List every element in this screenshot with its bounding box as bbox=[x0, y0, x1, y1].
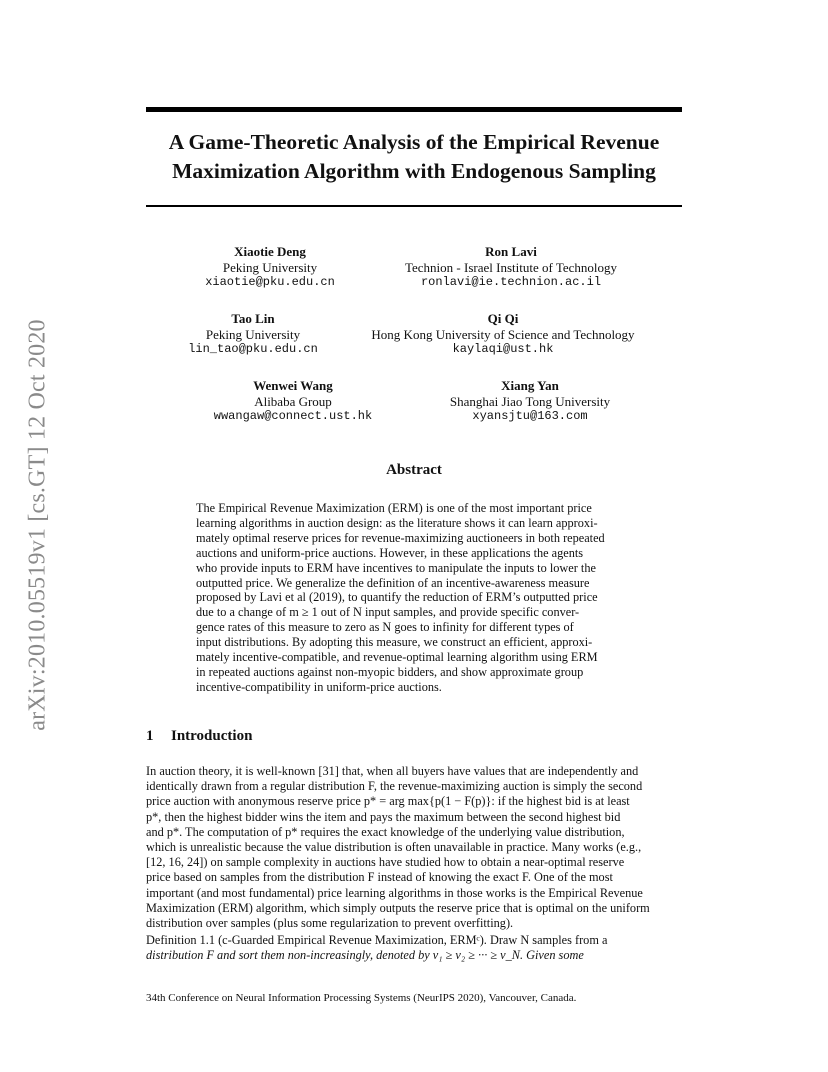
intro-line: In auction theory, it is well-known [31] that, when all buyers have values that are independently and bbox=[146, 764, 639, 778]
intro-line: identically drawn from a regular distribution F, the revenue-maximizing auction is simply the second bbox=[146, 779, 643, 794]
author-affiliation: Alibaba Group bbox=[254, 393, 332, 409]
intro-line: [12, 16, 24]) on sample complexity in auctions have studied how to obtain a near-optimal reserve bbox=[146, 855, 625, 870]
intro-line: important (and most fundamental) price learning algorithms in those works is the Empirical Revenue bbox=[146, 885, 643, 900]
abstract-line: input distributions. By adopting this measure, we construct an efficient, approxi- bbox=[196, 635, 593, 650]
arxiv-identifier: arXiv:2010.05519v1 [cs.GT] 12 Oct 2020 bbox=[24, 319, 51, 731]
abstract-heading: Abstract bbox=[386, 462, 442, 478]
abstract-line: who provide inputs to ERM have incentives to manipulate the inputs to lower the bbox=[196, 560, 596, 575]
author-email[interactable]: ronlavi@ie.technion.ac.il bbox=[420, 275, 602, 289]
intro-line: p*, then the highest bidder wins the item and pays the maximum between the second highest bid bbox=[146, 809, 621, 824]
author-block bbox=[203, 378, 383, 425]
intro-line: price auction with anonymous reserve price p* = arg max{p(1 − F(p)}: if the highest bid is at least bbox=[146, 794, 630, 809]
conference-footer: 34th Conference on Neural Information Processing Systems (NeurIPS 2020), Vancouver, Canada. bbox=[146, 992, 577, 1004]
intro-line: distribution over samples (plus some regularization to prevent overfitting). bbox=[146, 916, 514, 930]
intro-line: and p*. The computation of p* requires the exact knowledge of the underlying value distribution, bbox=[146, 824, 625, 839]
abstract-line: mately optimal reserve prices for revenue-maximizing auctioneers in both repeated bbox=[196, 530, 605, 545]
intro-line: price based on samples from the distribution F instead of knowing the exact F. One of the most bbox=[146, 870, 613, 885]
author-affiliation: Peking University bbox=[222, 259, 318, 275]
author-block bbox=[353, 311, 653, 358]
abstract-line: in repeated auctions against non-myopic bidders, and show approximate group bbox=[196, 664, 584, 679]
author-name: Xiang Yan bbox=[501, 378, 559, 393]
author-affiliation: Peking University bbox=[205, 326, 301, 342]
author-name: Xiaotie Deng bbox=[234, 244, 306, 259]
definition-line: distribution F and sort them non-increasingly, denoted by v₁ ≥ v₂ ≥ ··· ≥ v_N. Given some bbox=[146, 948, 584, 963]
author-block bbox=[381, 244, 641, 291]
section-title: Introduction bbox=[171, 728, 253, 744]
author-block bbox=[178, 311, 328, 358]
intro-line: Maximization (ERM) algorithm, which simply outputs the reserve price that is optimal on the uniform bbox=[146, 900, 650, 915]
abstract-line: mately incentive-compatible, and revenue-optimal learning algorithm using ERM bbox=[196, 650, 598, 664]
title-bottom-rule bbox=[146, 205, 682, 207]
author-name: Wenwei Wang bbox=[253, 378, 333, 393]
title-line: A Game-Theoretic Analysis of the Empirical Revenue bbox=[168, 130, 660, 154]
author-email[interactable]: xyansjtu@163.com bbox=[472, 409, 588, 423]
author-email[interactable]: kaylaqi@ust.hk bbox=[452, 342, 554, 356]
section-heading bbox=[146, 728, 252, 745]
author-affiliation: Technion - Israel Institute of Technology bbox=[404, 259, 618, 275]
title-top-rule bbox=[146, 107, 682, 112]
definition-line: Definition 1.1 (c-Guarded Empirical Revenue Maximization, ERMᶜ). Draw N samples from a bbox=[146, 933, 608, 947]
author-name: Ron Lavi bbox=[485, 244, 537, 259]
abstract-line: proposed by Lavi et al (2019), to quantify the reduction of ERM’s outputted price bbox=[196, 590, 598, 605]
abstract-line: outputted price. We generalize the definition of an incentive-awareness measure bbox=[196, 575, 590, 590]
intro-line: which is unrealistic because the value distribution is often unavailable in practice. Many works (e.g., bbox=[146, 840, 642, 854]
author-email[interactable]: lin_tao@pku.edu.cn bbox=[188, 342, 318, 356]
author-name: Qi Qi bbox=[487, 311, 519, 326]
abstract-line: auctions and uniform-price auctions. However, in these applications the agents bbox=[196, 545, 584, 560]
author-block bbox=[195, 244, 345, 291]
section-number: 1 bbox=[146, 728, 154, 744]
author-email[interactable]: wwangaw@connect.ust.hk bbox=[213, 409, 373, 423]
abstract-line: The Empirical Revenue Maximization (ERM) is one of the most important price bbox=[196, 501, 592, 515]
paper-title bbox=[146, 128, 682, 186]
title-line: Maximization Algorithm with Endogenous Sampling bbox=[172, 159, 656, 183]
abstract-line: due to a change of m ≥ 1 out of N input samples, and provide specific conver- bbox=[196, 605, 580, 620]
abstract-line: learning algorithms in auction design: as the literature shows it can learn approxi- bbox=[196, 515, 598, 530]
abstract-line: gence rates of this measure to zero as N goes to infinity for different types of bbox=[196, 620, 574, 635]
author-email[interactable]: xiaotie@pku.edu.cn bbox=[205, 275, 335, 289]
author-block bbox=[430, 378, 630, 425]
author-affiliation: Hong Kong University of Science and Technology bbox=[371, 326, 635, 342]
abstract-line: incentive-compatibility in uniform-price auctions. bbox=[196, 679, 442, 694]
author-name: Tao Lin bbox=[231, 311, 275, 326]
author-affiliation: Shanghai Jiao Tong University bbox=[449, 393, 611, 409]
